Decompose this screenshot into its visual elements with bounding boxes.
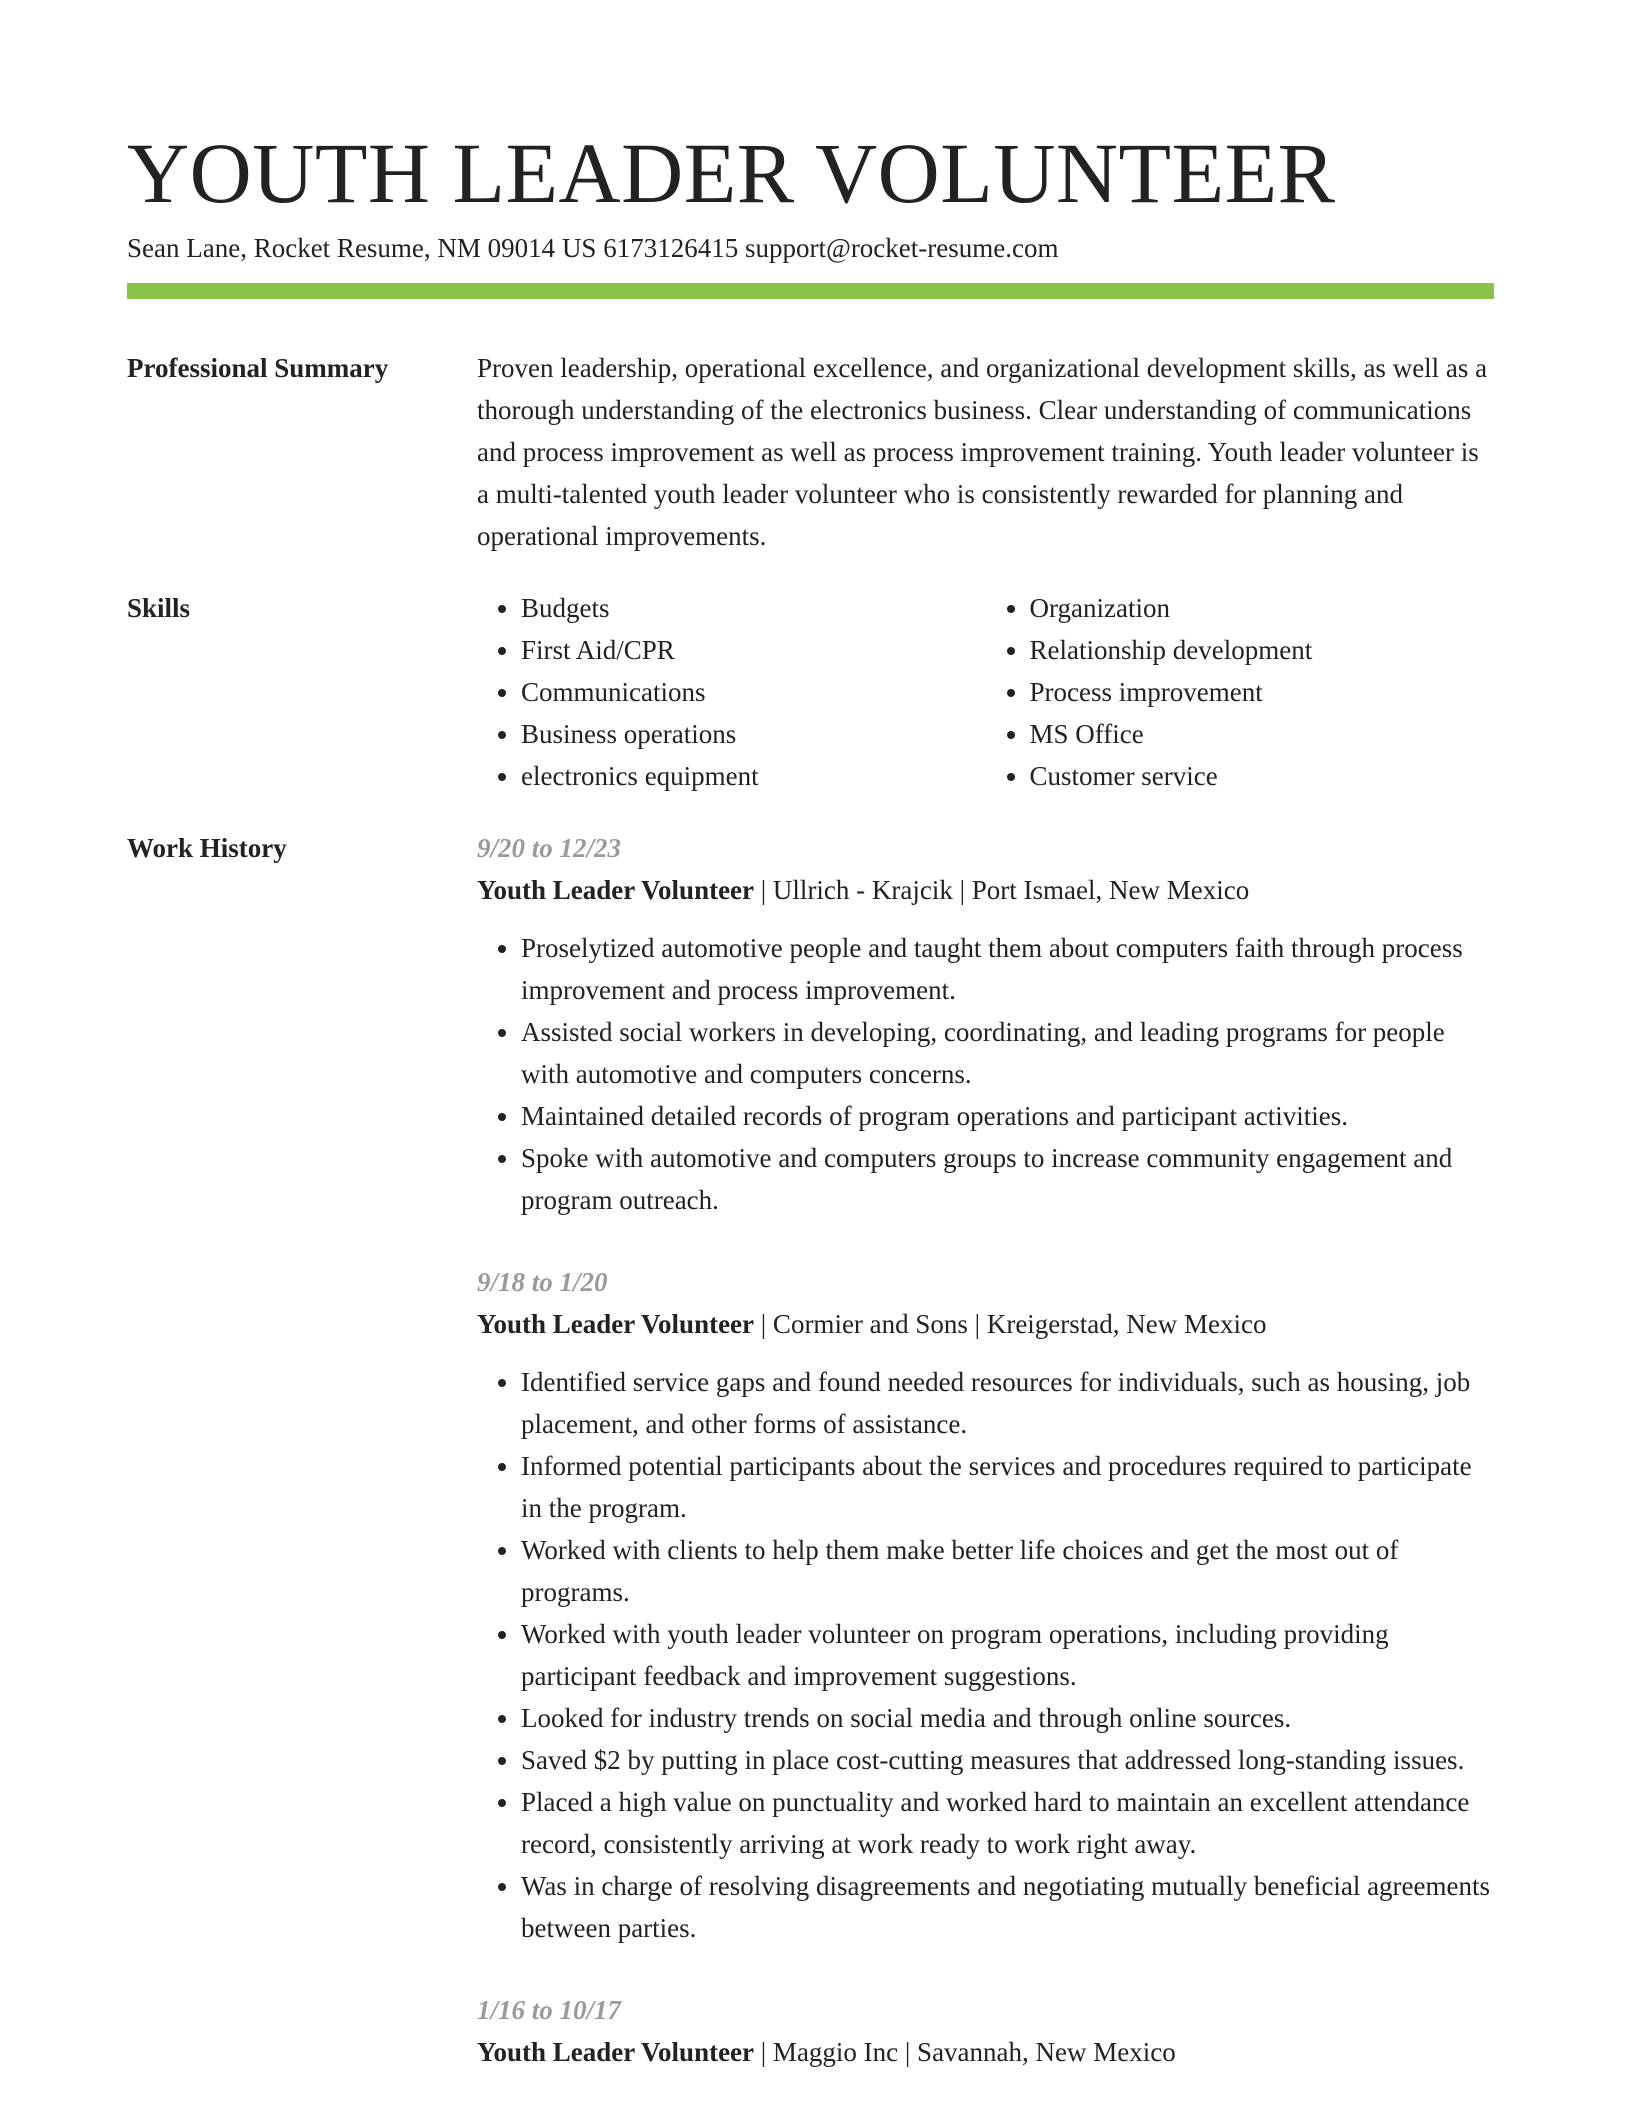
job-title: Youth Leader Volunteer — [477, 875, 755, 905]
job-bullet: • Was in charge of resolving disagreements and negotiating mutually beneficial agreements between parties. — [521, 1865, 1494, 1949]
job-header — [477, 2031, 1494, 2073]
summary-heading: Professional Summary — [127, 353, 389, 383]
skills-body — [477, 587, 1494, 797]
contact-phone: 6173126415 — [603, 233, 739, 263]
skill-item-right: • MS Office — [1030, 713, 1495, 755]
job-entry — [477, 1989, 1494, 2073]
job-bullet: • Spoke with automotive and computers groups to increase community engagement and program outreach. — [521, 1137, 1494, 1221]
job-bullet: • Worked with youth leader volunteer on program operations, including providing participant feedback and improvement suggestions. — [521, 1613, 1494, 1697]
contact-email: support@rocket-resume.com — [744, 233, 1059, 263]
job-dates: 9/20 to 12/23 — [477, 833, 622, 863]
job-bullet: • Placed a high value on punctuality and worked hard to maintain an excellent attendance record, consistently arriving at work ready to work right away. — [521, 1781, 1494, 1865]
contact-company: Rocket Resume, — [253, 233, 431, 263]
skills-heading: Skills — [127, 593, 191, 623]
job-dates: 1/16 to 10/17 — [477, 1995, 622, 2025]
header-divider — [127, 283, 1494, 299]
skill-item-left: • Communications — [521, 671, 986, 713]
job-bullet: • Assisted social workers in developing, coordinating, and leading programs for people with automotive and computers concerns. — [521, 1011, 1494, 1095]
job-bullet: • Worked with clients to help them make better life choices and get the most out of programs. — [521, 1529, 1494, 1613]
contact-state-zip: NM 09014 — [437, 233, 556, 263]
job-header — [477, 869, 1494, 911]
summary-body — [477, 347, 1494, 557]
skill-item-left: • Business operations — [521, 713, 986, 755]
job-header — [477, 1303, 1494, 1345]
job-bullet: • Saved $2 by putting in place cost-cutting measures that addressed long-standing issues. — [521, 1739, 1494, 1781]
skills-list-left — [477, 587, 986, 797]
job-entry — [477, 1261, 1494, 1949]
skill-item-right: • Organization — [1030, 587, 1495, 629]
contact-line — [127, 230, 1058, 266]
resume-title: YOUTH LEADER VOLUNTEER — [127, 125, 1336, 221]
work-history-heading: Work History — [127, 833, 287, 863]
work-history-body — [477, 827, 1494, 2113]
job-bullet: • Maintained detailed records of program operations and participant activities. — [521, 1095, 1494, 1137]
job-dates: 9/18 to 1/20 — [477, 1267, 608, 1297]
job-bullets — [477, 927, 1494, 1221]
job-bullet: • Informed potential participants about the services and procedures required to participate in the program. — [521, 1445, 1494, 1529]
contact-country: US — [561, 233, 597, 263]
skill-item-right: • Process improvement — [1030, 671, 1495, 713]
job-entry — [477, 827, 1494, 1221]
job-details: | Cormier and Sons | Kreigerstad, New Mexico — [754, 1309, 1267, 1339]
skill-item-right: • Relationship development — [1030, 629, 1495, 671]
job-bullet: • Identified service gaps and found needed resources for individuals, such as housing, job placement, and other forms of assistance. — [521, 1361, 1494, 1445]
job-title: Youth Leader Volunteer — [477, 2037, 755, 2067]
job-bullet: • Proselytized automotive people and taught them about computers faith through process improvement and process improvement. — [521, 927, 1494, 1011]
job-bullet: • Looked for industry trends on social media and through online sources. — [521, 1697, 1494, 1739]
job-details: | Ullrich - Krajcik | Port Ismael, New Mexico — [754, 875, 1250, 905]
contact-name: Sean Lane, — [127, 233, 247, 263]
summary-text: Proven leadership, operational excellence, and organizational development skills, as well as a thorough understanding of the electronics business. Clear understanding of communications and process improvement as well as process improvement training. Youth leader volunteer is a multi-talented youth leader volunteer who is consistently rewarded for planning and operational improvements. — [477, 353, 1488, 551]
job-details: | Maggio Inc | Savannah, New Mexico — [754, 2037, 1176, 2067]
skill-item-left: • Budgets — [521, 587, 986, 629]
job-title: Youth Leader Volunteer — [477, 1309, 755, 1339]
job-bullets — [477, 1361, 1494, 1949]
skill-item-left: • electronics equipment — [521, 755, 986, 797]
skill-item-left: • First Aid/CPR — [521, 629, 986, 671]
skills-list-right — [986, 587, 1495, 797]
skill-item-right: • Customer service — [1030, 755, 1495, 797]
